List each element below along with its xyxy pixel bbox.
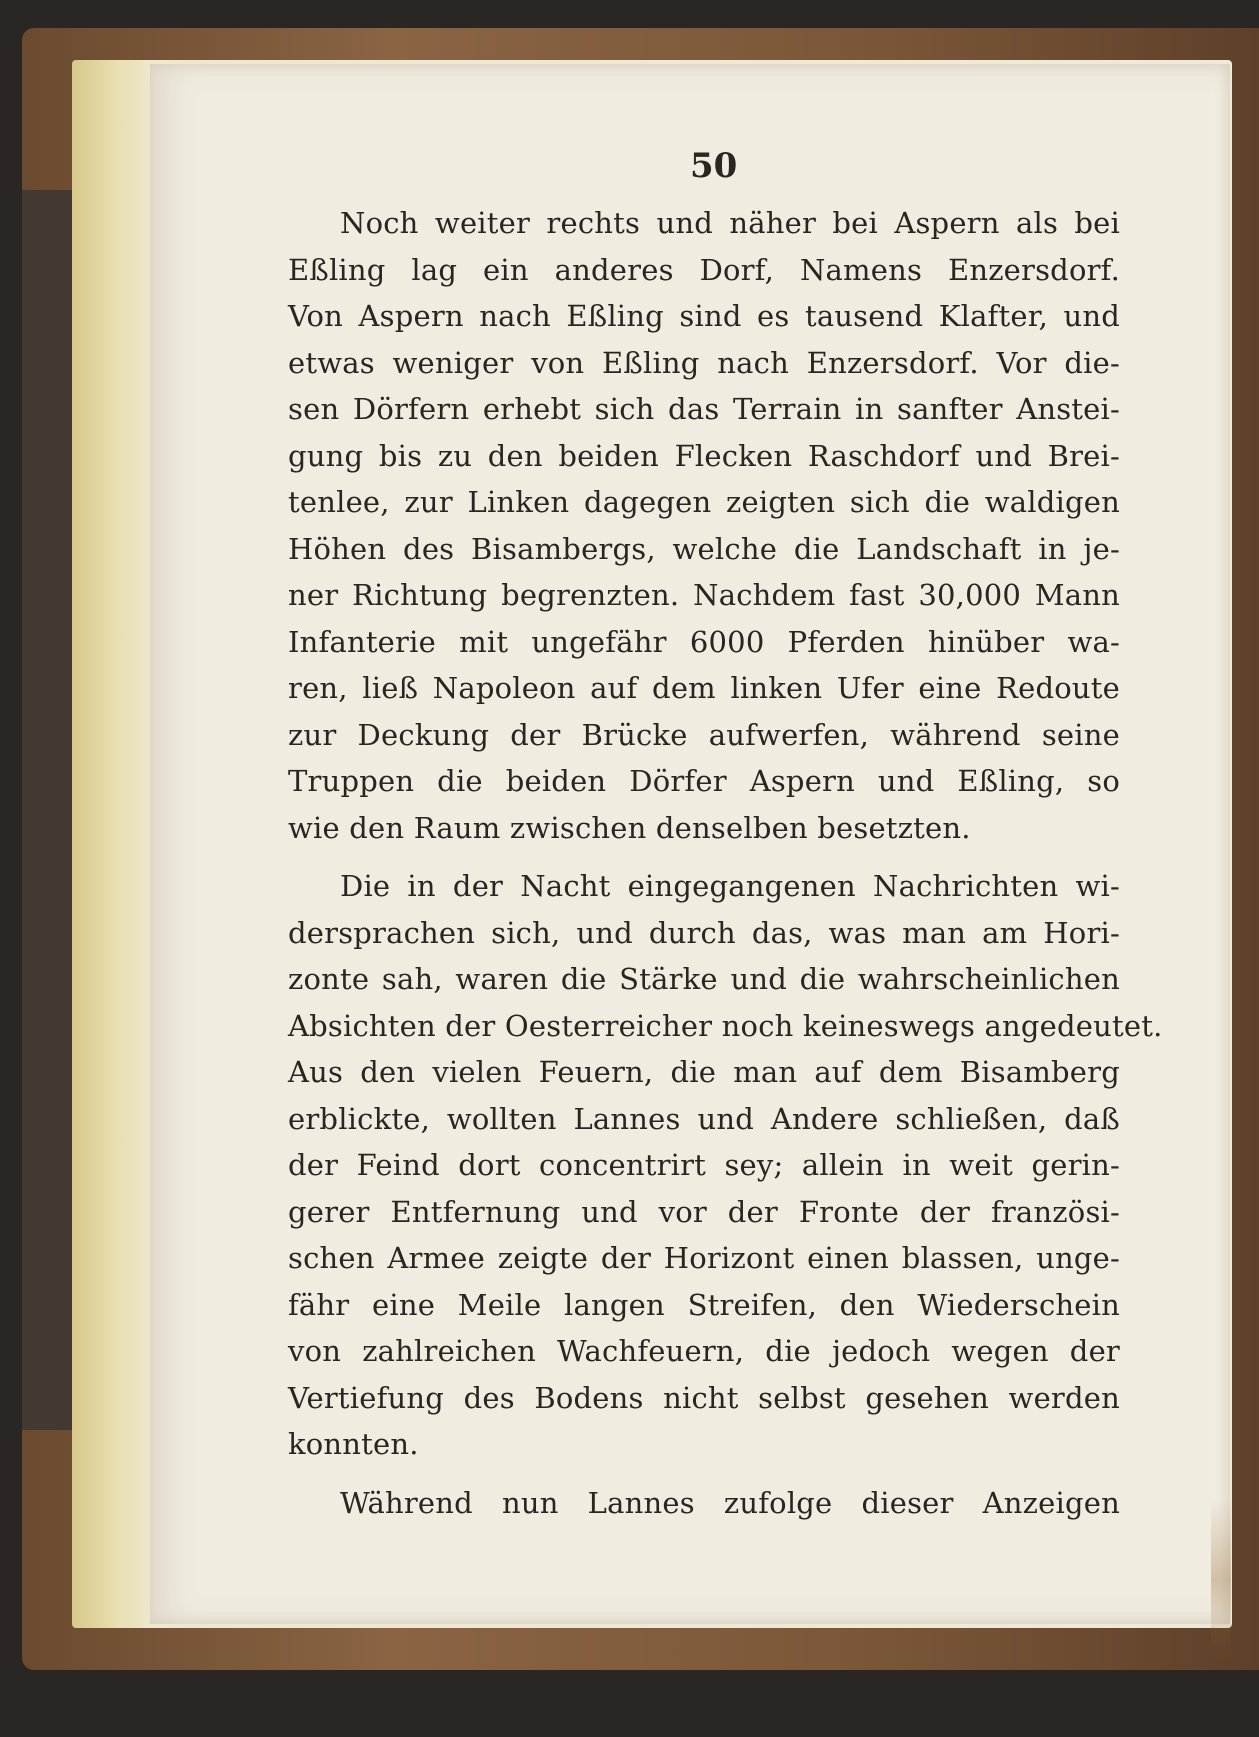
text-line: Truppen die beiden Dörfer Aspern und Eßling, so [288,764,1120,798]
text-line: Die in der Nacht eingegangenen Nachrichten wi- [340,869,1120,903]
text-line: Infanterie mit ungefähr 6000 Pferden hinüber wa- [288,624,1120,659]
text-line: Während nun Lannes zufolge dieser Anzeigen [340,1485,1120,1520]
text-line: Noch weiter rechts und näher bei Aspern als bei [340,206,1120,240]
text-line: etwas weniger von Eßling nach Enzersdorf. Vor die- [288,345,1120,380]
text-line: Eßling lag ein anderes Dorf, Namens Enzersdorf. [288,252,1120,287]
page-text [288,200,1163,1526]
text-line: konnten. [288,1427,419,1461]
text-line: gung bis zu den beiden Flecken Raschdorf und Brei- [288,438,1120,473]
text-line: Vertiefung des Bodens nicht selbst gesehen werden [288,1380,1120,1415]
text-line: erblickte, wollten Lannes und Andere schließen, daß [288,1101,1120,1136]
text-line: ner Richtung begrenzten. Nachdem fast 30,000 Mann [288,578,1120,612]
text-line: sen Dörfern erhebt sich das Terrain in sanfter Anstei- [288,392,1120,426]
text-line: von zahlreichen Wachfeuern, die jedoch wegen der [288,1334,1120,1368]
paragraph-gap [288,851,1120,863]
page-stain [1211,1500,1231,1660]
text-line: gerer Entfernung und vor der Fronte der französi- [288,1194,1120,1229]
text-line: der Feind dort concentrirt sey; allein in weit gerin- [288,1148,1120,1182]
text-line: zonte sah, waren die Stärke und die wahrscheinlichen [288,962,1120,996]
text-line: wie den Raum zwischen denselben besetzten. [288,810,971,845]
text-line: Höhen des Bisambergs, welche die Landschaft in je- [288,531,1120,566]
text-line: dersprachen sich, und durch das, was man am Hori- [288,915,1120,950]
page-number: 50 [690,146,738,186]
text-line: schen Armee zeigte der Horizont einen blassen, unge- [288,1241,1120,1275]
text-line: Absichten der Oesterreicher noch keineswegs angedeutet. [288,1008,1163,1043]
text-line: tenlee, zur Linken dagegen zeigten sich die waldigen [288,485,1120,519]
text-line: fähr eine Meile langen Streifen, den Wiederschein [288,1287,1120,1322]
text-line: Von Aspern nach Eßling sind es tausend Klafter, und [288,299,1120,333]
paragraph-gap [288,1468,1120,1480]
text-line: ren, ließ Napoleon auf dem linken Ufer eine Redoute [288,671,1120,705]
text-line: zur Deckung der Brücke aufwerfen, während seine [288,717,1120,752]
text-line: Aus den vielen Feuern, die man auf dem Bisamberg [288,1055,1120,1089]
